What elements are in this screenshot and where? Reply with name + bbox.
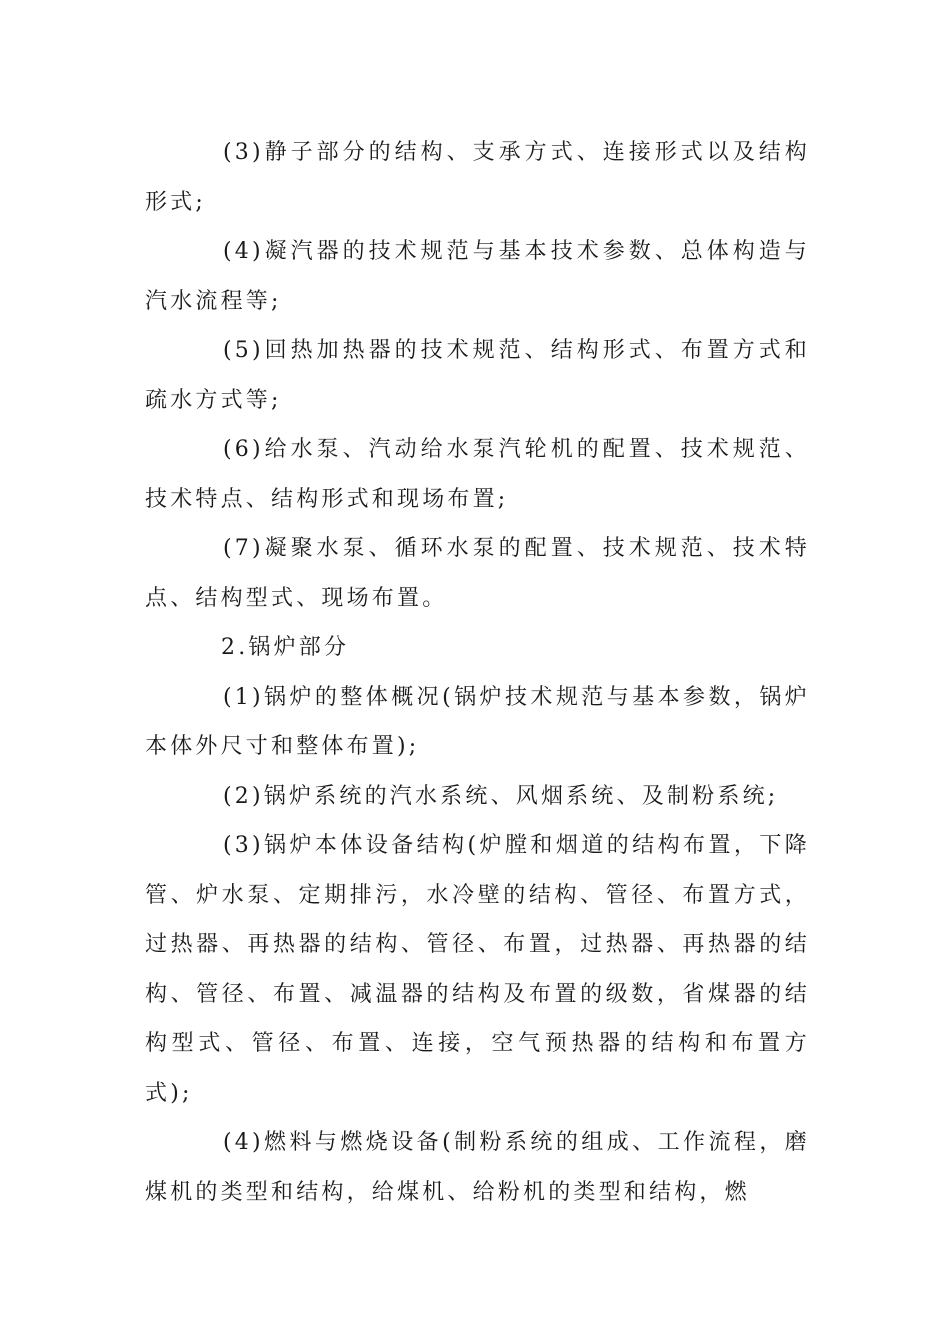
paragraph-boiler-systems: (2)锅炉系统的汽水系统、风烟系统、及制粉系统; — [223, 783, 779, 809]
paragraph-feed-pump: (6)给水泵、汽动给水泵汽轮机的配置、技术规范、技术特点、结构形式和现场布置; — [145, 437, 810, 512]
paragraph-regenerative-heater: (5)回热加热器的技术规范、结构形式、布置方式和疏水方式等; — [145, 338, 810, 413]
paragraph-static-parts: (3)静子部分的结构、支承方式、连接形式以及结构形式; — [145, 140, 810, 215]
paragraph-condensate-pump: (7)凝聚水泵、循环水泵的配置、技术规范、技术特点、结构型式、现场布置。 — [145, 536, 810, 611]
paragraph-fuel-combustion: (4)燃料与燃烧设备(制粉系统的组成、工作流程，磨煤机的类型和结构，给煤机、给粉机的类型和结构，燃 — [145, 1130, 810, 1205]
paragraph-condenser: (4)凝汽器的技术规范与基本技术参数、总体构造与汽水流程等; — [145, 239, 810, 314]
paragraph-boiler-body-structure: (3)锅炉本体设备结构(炉膛和烟道的结构布置，下降管、炉水泵、定期排污，水冷壁的结构、管径、布置方式，过热器、再热器的结构、管径、布置，过热器、再热器的结构、管径、布置、减温器的结构及布置的级数，省煤器的结构型式、管径、布置、连接，空气预热器的结构和布置方式); — [145, 833, 810, 1106]
paragraph-boiler-overview: (1)锅炉的整体概况(锅炉技术规范与基本参数，锅炉本体外尺寸和整体布置); — [145, 684, 810, 759]
section-heading-boiler: 2.锅炉部分 — [221, 635, 350, 660]
document-body — [145, 128, 810, 1217]
